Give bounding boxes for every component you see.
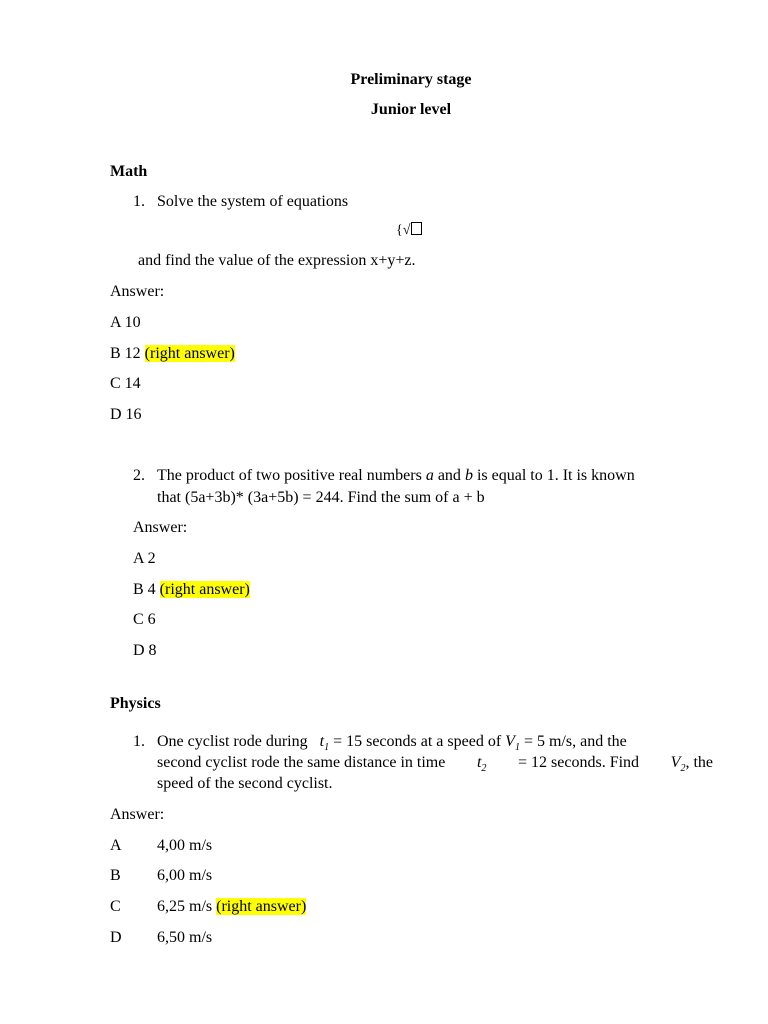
var-letter: t: [476, 754, 482, 771]
q-text-group: [477, 753, 486, 773]
var-subscript: 1: [324, 742, 330, 754]
q-text-part: One cyclist rode during: [157, 733, 308, 750]
math-q1-option-b: [110, 344, 235, 364]
option-value: 6,25 m/s: [157, 898, 213, 915]
q-text-group: [671, 753, 713, 773]
q-text-part: = 12 seconds. Find: [518, 754, 640, 771]
var-letter: V: [505, 733, 515, 750]
q-text-part: second cyclist rode the same distance in time: [157, 754, 446, 771]
math-q1-option-c: [110, 374, 141, 394]
physics-q1-number: 1.: [133, 733, 145, 750]
physics-q1-line-2: [157, 753, 713, 773]
math-q2-answer-label: Answer:: [133, 519, 188, 536]
q2-text-part: The product of two positive real numbers: [157, 467, 422, 484]
equation-text: {√: [396, 223, 411, 238]
option-letter: B: [110, 867, 121, 884]
var-subscript: 1: [514, 742, 520, 754]
physics-q1-line-3: speed of the second cyclist.: [157, 775, 333, 792]
math-q2-option-d: [133, 641, 157, 661]
option-letter: C: [110, 898, 121, 915]
q-text-part: , the: [685, 754, 713, 771]
math-heading: Math: [110, 163, 148, 180]
math-q1-option-d: [110, 405, 142, 425]
physics-q1-option-b: [110, 866, 212, 886]
option-letter: D: [110, 929, 122, 946]
option-text: B 12: [110, 345, 141, 362]
page-subtitle: Junior level: [370, 101, 452, 118]
physics-q1-answer-label: Answer:: [110, 806, 165, 823]
page-title: Preliminary stage: [350, 71, 472, 88]
option-letter: A: [110, 837, 122, 854]
var-subscript: 2: [680, 763, 686, 775]
physics-q1-option-d: [110, 928, 212, 948]
option-value: 4,00 m/s: [157, 837, 213, 854]
q2-text-part: is equal to 1. It is known: [476, 467, 635, 484]
option-text: C 6: [133, 611, 156, 628]
right-answer-highlight: (right answer): [216, 898, 307, 915]
physics-q1-option-a: [110, 836, 212, 856]
q2-text-part: and: [437, 467, 461, 484]
var-letter: V: [670, 754, 681, 771]
right-answer-highlight: (right answer): [144, 345, 235, 362]
math-q2-option-c: [133, 610, 156, 630]
q-text-part: = 5 m/s, and the: [523, 733, 627, 750]
var-t2: [476, 754, 487, 775]
equation-placeholder-box: [411, 222, 422, 235]
option-text: D 16: [110, 406, 142, 423]
right-answer-highlight: (right answer): [159, 581, 250, 598]
math-q2-number: 2.: [133, 467, 145, 484]
var-subscript: 2: [481, 763, 487, 775]
option-text: A 10: [110, 314, 141, 331]
math-q1-equation: [396, 221, 422, 241]
physics-q1-line-1: [157, 732, 713, 752]
variable-b: b: [464, 467, 473, 484]
var-v2: [670, 754, 686, 775]
math-q1-option-a: [110, 313, 141, 333]
math-q2-option-a: [133, 549, 156, 569]
physics-heading: Physics: [110, 695, 161, 712]
var-v1: [505, 733, 520, 754]
var-t1: [319, 733, 330, 754]
physics-q1-option-c: [110, 897, 306, 917]
math-q1-text: Solve the system of equations: [157, 193, 349, 210]
option-text: A 2: [133, 550, 156, 567]
math-q2-line-1: [157, 466, 635, 486]
var-letter: t: [319, 733, 325, 750]
q-text-part: = 15 seconds at a speed of: [333, 733, 502, 750]
math-q1-number: 1.: [133, 193, 145, 210]
option-text: D 8: [133, 642, 157, 659]
option-value: 6,50 m/s: [157, 929, 213, 946]
math-q1-followup: and find the value of the expression x+y+z.: [138, 252, 416, 269]
math-q1-answer-label: Answer:: [110, 283, 165, 300]
option-value: 6,00 m/s: [157, 867, 213, 884]
variable-a: a: [425, 467, 434, 484]
math-q2-line-2: that (5a+3b)* (3a+5b) = 244. Find the sum of a + b: [157, 489, 485, 506]
option-text: C 14: [110, 375, 141, 392]
option-text: B 4: [133, 581, 156, 598]
math-q2-option-b: [133, 580, 250, 600]
